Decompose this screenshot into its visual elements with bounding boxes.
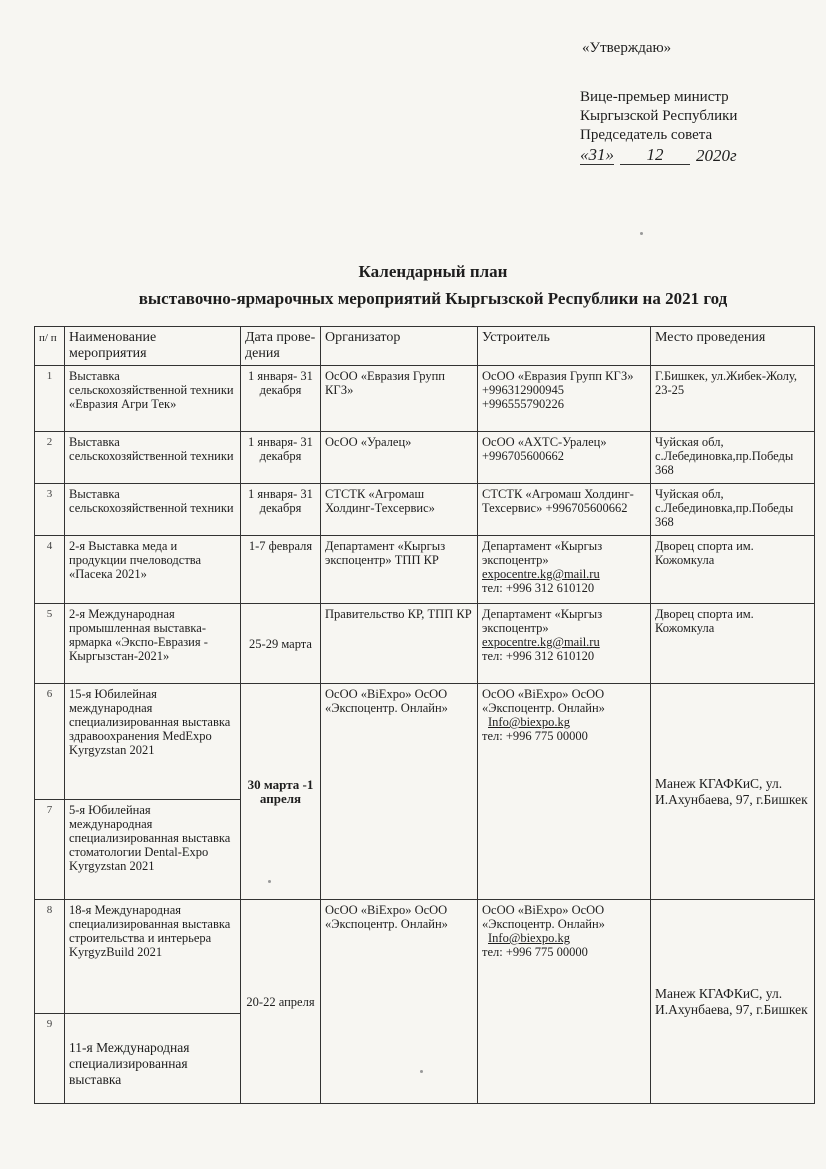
header-date: Дата прове- дения <box>241 327 321 366</box>
row-organizer: СТСТК «Агромаш Холдинг-Техсервис» <box>321 484 478 536</box>
table-row <box>35 484 815 536</box>
title-line-1: Календарный план <box>358 262 508 281</box>
row-date: 1 января- 31 декабря <box>241 432 321 484</box>
page-title <box>40 258 826 312</box>
header-founder: Устроитель <box>478 327 651 366</box>
row-num: 2 <box>35 432 65 484</box>
row-founder <box>478 604 651 684</box>
row-name: 2-я Международная промышленная выставка-ярмарка «Экспо-Евразия - Кыргызстан-2021» <box>65 604 241 684</box>
signatory-line: Вице-премьер министр <box>580 89 729 105</box>
founder-phone: тел: +996 312 610120 <box>482 649 595 663</box>
row-organizer: ОсОО «Евразия Групп КГЗ» <box>321 366 478 432</box>
founder-phone: тел: +996 775 00000 <box>482 729 588 743</box>
row-name: 5-я Юбилейная международная специализированная выставка стоматологии Dental-Expo Kyrgyzstan 2021 <box>65 800 241 900</box>
row-num: 6 <box>35 684 65 800</box>
row-organizer: Правительство КР, ТПП КР <box>321 604 478 684</box>
row-place: Манеж КГАФКиС, ул. И.Ахунбаева, 97, г.Бишкек <box>651 900 815 1104</box>
row-organizer: ОсОО «BiExpo» ОсОО «Экспоцентр. Онлайн» <box>321 684 478 900</box>
founder-email-link[interactable]: Info@biexpo.kg <box>488 715 570 729</box>
approval-label: «Утверждаю» <box>582 40 672 56</box>
row-founder <box>478 684 651 900</box>
table-header-row <box>35 327 815 366</box>
signatory-line: Председатель совета <box>580 127 713 143</box>
approval-date-year: 2020г <box>696 146 737 165</box>
scan-speck <box>420 1070 423 1073</box>
header-organizer: Организатор <box>321 327 478 366</box>
row-founder: СТСТК «Агромаш Холдинг-Техсервис» +996705600662 <box>478 484 651 536</box>
row-name: 18-я Международная специализированная выставка строительства и интерьера KyrgyzBuild 2021 <box>65 900 241 1014</box>
row-name: 15-я Юбилейная международная специализированная выставка здравоохранения MedExpo Kyrgyzstan 2021 <box>65 684 241 800</box>
events-table <box>34 326 815 1104</box>
approval-date-day: «31» <box>580 145 614 164</box>
row-date: 20-22 апреля <box>241 900 321 1104</box>
founder-text: ОсОО «BiExpo» ОсОО «Экспоцентр. Онлайн» <box>482 903 605 931</box>
row-name: Выставка сельскохозяйственной техники <box>65 484 241 536</box>
approval-date-month: 12 <box>620 145 690 165</box>
row-num: 9 <box>35 1014 65 1104</box>
row-founder: ОсОО «АХТС-Уралец» +996705600662 <box>478 432 651 484</box>
table-row <box>35 366 815 432</box>
row-place: Дворец спорта им. Кожомкула <box>651 536 815 604</box>
row-num: 7 <box>35 800 65 900</box>
row-num: 5 <box>35 604 65 684</box>
founder-text: ОсОО «BiExpo» ОсОО «Экспоцентр. Онлайн» <box>482 687 605 715</box>
row-place: Манеж КГАФКиС, ул. И.Ахунбаева, 97, г.Бишкек <box>651 684 815 900</box>
header-name: Наименование мероприятия <box>65 327 241 366</box>
row-place: Г.Бишкек, ул.Жибек-Жолу, 23-25 <box>651 366 815 432</box>
row-founder: ОсОО «Евразия Групп КГЗ» +996312900945 +996555790226 <box>478 366 651 432</box>
header-place: Место проведения <box>651 327 815 366</box>
row-place: Дворец спорта им. Кожомкула <box>651 604 815 684</box>
signatory-block <box>580 88 737 165</box>
table-row <box>35 604 815 684</box>
row-organizer: ОсОО «BiExpo» ОсОО «Экспоцентр. Онлайн» <box>321 900 478 1104</box>
founder-email-link[interactable]: expocentre.kg@mail.ru <box>482 567 600 581</box>
row-organizer: Департамент «Кыргыз экспоцентр» ТПП КР <box>321 536 478 604</box>
scan-speck <box>268 880 271 883</box>
table-row <box>35 536 815 604</box>
founder-phone: тел: +996 775 00000 <box>482 945 588 959</box>
approval-date <box>580 145 737 165</box>
row-num: 8 <box>35 900 65 1014</box>
founder-phone: тел: +996 312 610120 <box>482 581 595 595</box>
row-date: 30 марта -1 апреля <box>241 684 321 900</box>
title-line-2: выставочно-ярмарочных мероприятий Кыргызской Республики на 2021 год <box>138 289 728 308</box>
row-date: 1-7 февраля <box>241 536 321 604</box>
row-place: Чуйская обл, с.Лебединовка,пр.Победы 368 <box>651 432 815 484</box>
row-name: 2-я Выставка меда и продукции пчеловодства «Пасека 2021» <box>65 536 241 604</box>
row-date: 25-29 марта <box>241 604 321 684</box>
row-founder <box>478 536 651 604</box>
row-name: 11-я Международная специализированная выставка <box>65 1014 241 1104</box>
header-num: п/ п <box>35 327 65 366</box>
row-num: 4 <box>35 536 65 604</box>
founder-text: Департамент «Кыргыз экспоцентр» <box>482 607 603 635</box>
table-row <box>35 684 815 800</box>
row-organizer: ОсОО «Уралец» <box>321 432 478 484</box>
row-name: Выставка сельскохозяйственной техники «Евразия Агри Тек» <box>65 366 241 432</box>
table-row <box>35 900 815 1014</box>
founder-text: Департамент «Кыргыз экспоцентр» <box>482 539 603 567</box>
table-row <box>35 432 815 484</box>
founder-email-link[interactable]: Info@biexpo.kg <box>488 931 570 945</box>
founder-email-link[interactable]: expocentre.kg@mail.ru <box>482 635 600 649</box>
row-date: 1 января- 31 декабря <box>241 366 321 432</box>
scan-speck <box>640 232 643 235</box>
row-place: Чуйская обл, с.Лебединовка,пр.Победы 368 <box>651 484 815 536</box>
row-name: Выставка сельскохозяйственной техники <box>65 432 241 484</box>
row-num: 1 <box>35 366 65 432</box>
row-date: 1 января- 31 декабря <box>241 484 321 536</box>
row-num: 3 <box>35 484 65 536</box>
signatory-line: Кыргызской Республики <box>580 108 738 124</box>
row-founder <box>478 900 651 1104</box>
